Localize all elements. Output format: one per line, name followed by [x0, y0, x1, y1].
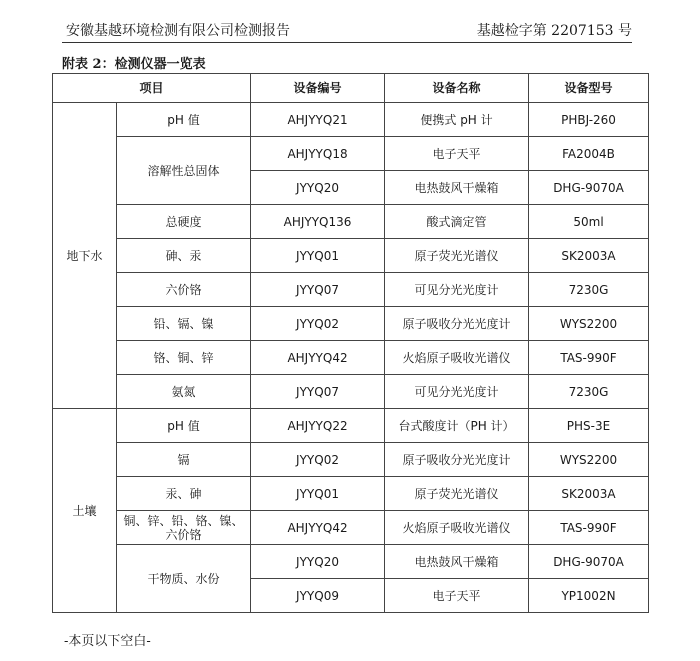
table-row — [53, 409, 649, 443]
table-row — [53, 239, 649, 273]
table-body — [53, 103, 649, 613]
blank-below-note: -本页以下空白- — [64, 634, 151, 649]
equipment-code-cell: JYYQ20 — [251, 171, 385, 205]
equipment-model-cell: SK2003A — [529, 239, 649, 273]
table-row — [53, 511, 649, 545]
equipment-code-cell: AHJYYQ18 — [251, 137, 385, 171]
report-number: 基越检字第 2207153 号 — [476, 23, 632, 39]
equipment-name-cell: 电子天平 — [385, 579, 529, 613]
table-row — [53, 103, 649, 137]
equipment-model-cell: DHG-9070A — [529, 545, 649, 579]
equipment-code-cell: JYYQ02 — [251, 443, 385, 477]
equipment-code-cell: AHJYYQ21 — [251, 103, 385, 137]
equipment-model-cell: PHS-3E — [529, 409, 649, 443]
header-equipment-model: 设备型号 — [529, 74, 649, 103]
table-row — [53, 477, 649, 511]
equipment-name-cell: 可见分光光度计 — [385, 375, 529, 409]
equipment-name-cell: 火焰原子吸收光谱仪 — [385, 511, 529, 545]
item-cell: 砷、汞 — [117, 239, 251, 273]
table-row — [53, 273, 649, 307]
equipment-code-cell: JYYQ01 — [251, 239, 385, 273]
equipment-model-cell: WYS2200 — [529, 443, 649, 477]
equipment-model-cell: FA2004B — [529, 137, 649, 171]
item-cell: pH 值 — [117, 409, 251, 443]
equipment-model-cell: 7230G — [529, 375, 649, 409]
equipment-code-cell: AHJYYQ22 — [251, 409, 385, 443]
header-equipment-code: 设备编号 — [251, 74, 385, 103]
equipment-code-cell: JYYQ02 — [251, 307, 385, 341]
category-cell: 土壤 — [53, 409, 117, 613]
item-cell: 溶解性总固体 — [117, 137, 251, 205]
equipment-name-cell: 电热鼓风干燥箱 — [385, 545, 529, 579]
equipment-name-cell: 便携式 pH 计 — [385, 103, 529, 137]
equipment-code-cell: JYYQ20 — [251, 545, 385, 579]
equipment-name-cell: 原子吸收分光光度计 — [385, 443, 529, 477]
equipment-name-cell: 电热鼓风干燥箱 — [385, 171, 529, 205]
equipment-name-cell: 可见分光光度计 — [385, 273, 529, 307]
equipment-model-cell: 7230G — [529, 273, 649, 307]
equipment-model-cell: WYS2200 — [529, 307, 649, 341]
equipment-name-cell: 原子荧光光谱仪 — [385, 239, 529, 273]
equipment-table — [52, 73, 649, 613]
equipment-model-cell: DHG-9070A — [529, 171, 649, 205]
equipment-code-cell: AHJYYQ136 — [251, 205, 385, 239]
item-cell: 镉 — [117, 443, 251, 477]
equipment-model-cell: TAS-990F — [529, 511, 649, 545]
company-report-title: 安徽基越环境检测有限公司检测报告 — [66, 23, 290, 39]
header-divider — [62, 42, 632, 43]
item-cell: 铬、铜、锌 — [117, 341, 251, 375]
table-row — [53, 137, 649, 171]
item-cell: 铅、镉、镍 — [117, 307, 251, 341]
equipment-code-cell: JYYQ01 — [251, 477, 385, 511]
category-cell: 地下水 — [53, 103, 117, 409]
equipment-model-cell: YP1002N — [529, 579, 649, 613]
equipment-name-cell: 酸式滴定管 — [385, 205, 529, 239]
item-cell: 铜、锌、铅、铬、镍、六价铬 — [117, 511, 251, 545]
header-item: 项目 — [53, 74, 251, 103]
equipment-model-cell: PHBJ-260 — [529, 103, 649, 137]
equipment-model-cell: 50ml — [529, 205, 649, 239]
table-caption: 附表 2：检测仪器一览表 — [62, 57, 206, 72]
equipment-code-cell: AHJYYQ42 — [251, 341, 385, 375]
item-cell: 总硬度 — [117, 205, 251, 239]
item-cell: 六价铬 — [117, 273, 251, 307]
table-row — [53, 545, 649, 579]
equipment-model-cell: SK2003A — [529, 477, 649, 511]
table-row — [53, 443, 649, 477]
equipment-code-cell: JYYQ07 — [251, 375, 385, 409]
equipment-code-cell: JYYQ07 — [251, 273, 385, 307]
equipment-code-cell: JYYQ09 — [251, 579, 385, 613]
table-row — [53, 341, 649, 375]
equipment-name-cell: 台式酸度计（PH 计） — [385, 409, 529, 443]
equipment-code-cell: AHJYYQ42 — [251, 511, 385, 545]
header-equipment-name: 设备名称 — [385, 74, 529, 103]
equipment-name-cell: 火焰原子吸收光谱仪 — [385, 341, 529, 375]
equipment-name-cell: 电子天平 — [385, 137, 529, 171]
table-header-row — [53, 74, 649, 103]
equipment-name-cell: 原子吸收分光光度计 — [385, 307, 529, 341]
table-row — [53, 375, 649, 409]
equipment-name-cell: 原子荧光光谱仪 — [385, 477, 529, 511]
table-row — [53, 205, 649, 239]
report-header — [62, 20, 632, 42]
equipment-model-cell: TAS-990F — [529, 341, 649, 375]
table-row — [53, 307, 649, 341]
item-cell: 氨氮 — [117, 375, 251, 409]
item-cell: 汞、砷 — [117, 477, 251, 511]
item-cell: 干物质、水份 — [117, 545, 251, 613]
item-cell: pH 值 — [117, 103, 251, 137]
